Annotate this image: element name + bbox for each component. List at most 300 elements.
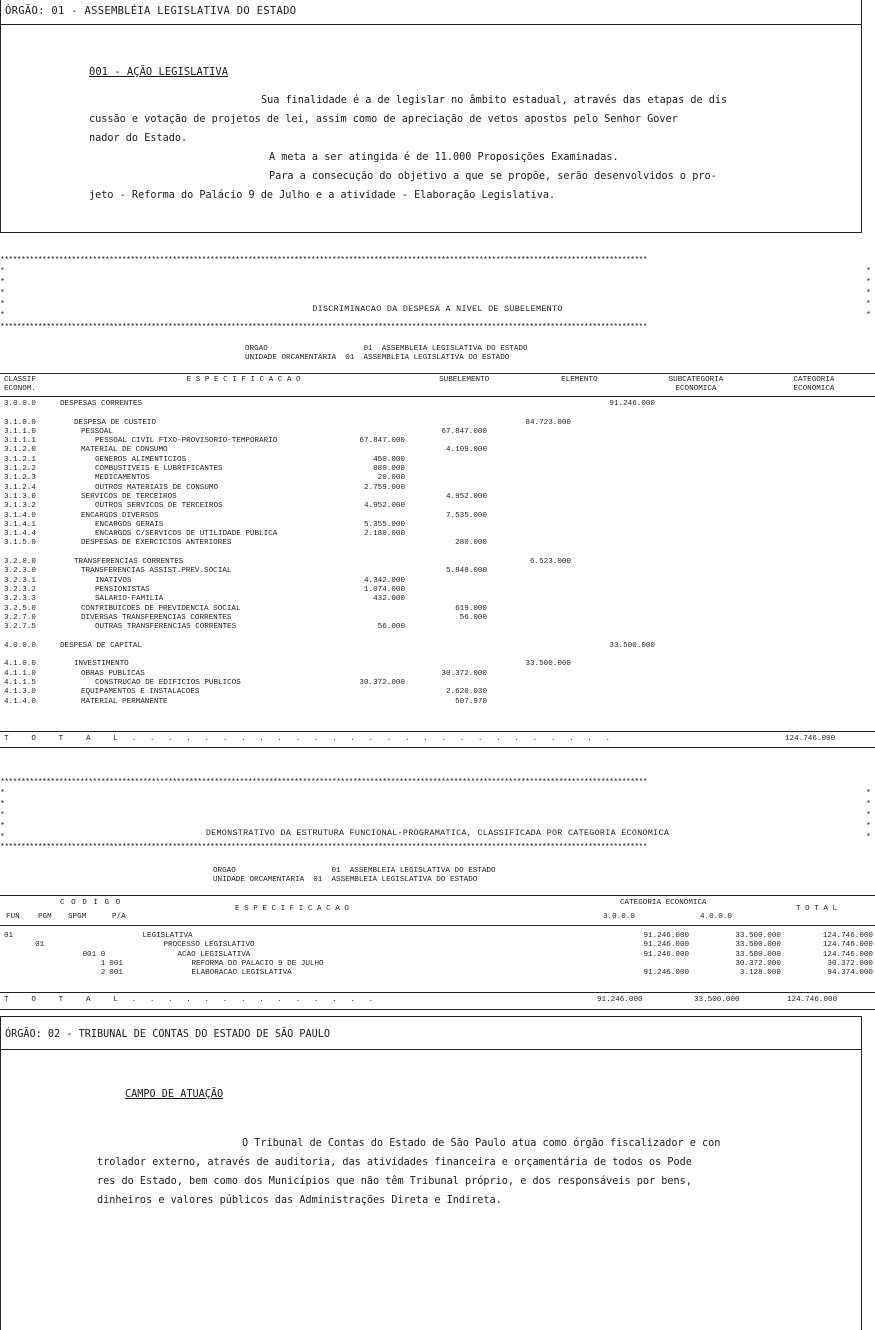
table-row: [2, 437, 657, 446]
cell-cat-b: 33.500.000: [735, 950, 781, 959]
cell-especificacao: OUTRAS TRANSFERENCIAS CORRENTES: [95, 623, 237, 632]
cell-especificacao: MATERIAL PERMANENTE: [81, 697, 168, 706]
cell-especificacao: ENCARGOS GERAIS: [95, 520, 164, 529]
cell-especificacao: SERVICOS DE TERCEIROS: [81, 492, 177, 501]
cell-subcategoria: [489, 437, 573, 446]
cell-classif: 3.1.4.4: [4, 530, 36, 539]
unidade-line: UNIDADE ORCAMENTARIA 01 ASSEMBLEIA LEGISLATIVA DO ESTADO: [213, 876, 478, 884]
cell-subelemento: [325, 698, 407, 707]
cell-subelemento: [325, 446, 407, 455]
cell-categoria: [573, 567, 657, 576]
cell-categoria: [573, 698, 657, 707]
cell-elemento: [407, 400, 489, 409]
col-categoria: CATEGORIA: [793, 376, 835, 384]
cell-total: 124.746.000: [822, 950, 873, 959]
cell-elemento: [407, 595, 489, 604]
cell-classif: 3.1.2.2: [4, 465, 36, 474]
table-row: [2, 530, 657, 539]
cell-elemento: [407, 577, 489, 586]
cell-subcategoria: [489, 539, 573, 548]
cell-subcategoria: [489, 586, 573, 595]
cell-fun: [2, 941, 33, 950]
col-spgm: SPGM: [68, 913, 87, 921]
cell-categoria: [573, 465, 657, 474]
cell-pa: [107, 932, 140, 941]
col-pa: P/A: [112, 913, 126, 921]
cell-classif: 3.1.5.0: [4, 539, 36, 548]
cell-categoria: [573, 409, 657, 418]
cell-categoria: [573, 688, 657, 697]
cell-elemento: [407, 521, 489, 530]
asterisk-border: * * * * *: [866, 789, 871, 842]
orgao-line: ORGAO 01 ASSEMBLEIA LEGISLATIVA DO ESTADO: [245, 345, 528, 353]
cell-subelemento: 1.074.000: [363, 585, 405, 594]
cell-cat-a: 91.246.000: [643, 932, 690, 940]
cell-especificacao: ACAO LEGISLATIVA: [177, 950, 251, 959]
table-row: [2, 400, 657, 409]
cell-total: 94.374.000: [827, 969, 873, 978]
program-title: 001 - AÇÃO LEGISLATIVA: [89, 66, 229, 78]
table-row: [2, 698, 657, 707]
col-especificacao: E S P E C I F I C A C A O: [186, 376, 301, 384]
table-row: [2, 484, 657, 493]
cell-especificacao: [58, 632, 325, 641]
cell-elemento: [407, 456, 489, 465]
header-divider: [1, 24, 861, 25]
table-row: [2, 960, 875, 969]
cell-subelemento: [325, 558, 407, 567]
table2-total-label: T O T A L . . . . . . . . . . . . . .: [4, 996, 374, 1004]
cell-subcategoria: [489, 521, 573, 530]
cell-cat-a: [609, 960, 691, 969]
cell-pgm: [33, 960, 64, 969]
paragraph-line: nador do Estado.: [89, 133, 188, 144]
cell-categoria: [573, 437, 657, 446]
orgao-01-header: ÓRGÃO: 01 - ASSEMBLÉIA LEGISLATIVA DO ESTADO: [5, 5, 297, 17]
cell-subcategoria: [489, 400, 573, 409]
cell-subcategoria: [489, 484, 573, 493]
cell-cat-b: 33.500.000: [735, 932, 781, 940]
cell-elemento: 4.952.000: [445, 492, 487, 501]
cell-subcategoria: [489, 698, 573, 707]
col-econom: ECONOM.: [4, 385, 36, 394]
table-row: [2, 670, 657, 679]
cell-classif: 3.1.2.0: [4, 446, 36, 455]
cell-especificacao: DESPESA DE CUSTEIO: [74, 418, 157, 427]
table-row: [2, 521, 657, 530]
cell-elemento: [407, 484, 489, 493]
table-row: [2, 586, 657, 595]
cell-categoria: [573, 595, 657, 604]
cell-classif: 3.2.7.0: [4, 613, 36, 622]
table2-total-b: 33.500.000: [694, 996, 740, 1004]
table-row: [2, 493, 657, 502]
table-row: [2, 549, 657, 558]
cell-categoria: [573, 530, 657, 539]
table-row: [2, 605, 657, 614]
table-row: [2, 651, 657, 660]
paragraph-line: res do Estado, bem como dos Municípios que não têm Tribunal próprio, e dos responsáveis por bens,: [97, 1176, 692, 1187]
cell-subcategoria: [489, 502, 573, 511]
cell-especificacao: DIVERSAS TRANSFERENCIAS CORRENTES: [81, 613, 232, 622]
cell-subcategoria: [489, 679, 573, 688]
cell-elemento: [407, 660, 489, 669]
table-row: [2, 679, 657, 688]
cell-subcategoria: [489, 651, 573, 660]
orgao-02-box: [0, 1016, 862, 1330]
cell-especificacao: PESSOAL: [81, 427, 113, 436]
cell-classif: 3.2.3.2: [4, 585, 36, 594]
table2-header-rule: [0, 925, 875, 926]
cell-elemento: 5.848.000: [445, 567, 487, 576]
col-total: T O T A L: [796, 905, 838, 913]
cell-categoria: [573, 428, 657, 437]
cell-subcategoria: [489, 409, 573, 418]
table-row: [2, 539, 657, 548]
table2-body: [2, 932, 875, 978]
cell-classif: [2, 409, 58, 418]
cell-elemento: 619.000: [455, 604, 487, 613]
cell-spgm: 2: [100, 969, 106, 978]
header-divider: [1, 1049, 861, 1050]
table-row: [2, 932, 875, 941]
cell-elemento: 4.109.000: [445, 446, 487, 455]
table2-top-rule: [0, 895, 875, 896]
cell-subcategoria: [489, 632, 573, 641]
cell-classif: 3.1.2.1: [4, 455, 36, 464]
cell-categoria: [573, 419, 657, 428]
cell-categoria: [573, 679, 657, 688]
cell-subelemento: [325, 512, 407, 521]
cell-categoria: [573, 670, 657, 679]
cell-especificacao: TRANSFERENCIAS ASSIST.PREV.SOCIAL: [81, 567, 232, 576]
cell-especificacao: DESPESA DE CAPITAL: [60, 641, 143, 650]
cell-subcategoria: [489, 530, 573, 539]
table-row: [2, 419, 657, 428]
cell-classif: 3.1.1.0: [4, 427, 36, 436]
table2-total-a: 91.246.000: [597, 996, 643, 1004]
cell-pgm: [33, 951, 64, 960]
cell-classif: 3.2.7.5: [4, 623, 36, 632]
cell-classif: 3.1.4.0: [4, 511, 36, 520]
cell-subelemento: [325, 614, 407, 623]
cell-classif: 4.1.4.0: [4, 697, 36, 706]
cell-categoria: [573, 614, 657, 623]
table1-total-value: 124.746.000: [785, 735, 836, 743]
cell-especificacao: INVESTIMENTO: [74, 660, 129, 669]
unidade-line: UNIDADE ORCAMENTARIA 01 ASSEMBLEIA LEGISLATIVA DO ESTADO: [245, 354, 510, 362]
cell-subcategoria: 6.523.000: [529, 558, 571, 567]
cell-elemento: [407, 474, 489, 483]
cell-elemento: [407, 632, 489, 641]
table-row: [2, 577, 657, 586]
table-row: [2, 969, 875, 978]
cell-classif: 3.1.2.4: [4, 483, 36, 492]
cell-subelemento: 56.000: [377, 623, 405, 632]
cell-subelemento: 30.372.000: [359, 678, 405, 687]
paragraph-line: O Tribunal de Contas do Estado de São Paulo atua como órgão fiscalizador e con: [242, 1138, 721, 1149]
cell-categoria: [573, 521, 657, 530]
cell-subelemento: [325, 651, 407, 660]
col-pgm: PGM: [38, 913, 52, 921]
cell-categoria: 91.246.000: [609, 400, 655, 408]
cell-especificacao: [58, 549, 325, 558]
cell-spgm: 1: [100, 959, 106, 968]
paragraph-line: Sua finalidade é a de legislar no âmbito estadual, através das etapas de dis: [261, 95, 728, 106]
cell-classif: 3.1.4.1: [4, 520, 36, 529]
cell-subelemento: [325, 539, 407, 548]
program-description: [89, 91, 829, 205]
asterisk-border: **********************************************************************************************************************************************************: [0, 843, 647, 852]
cell-categoria: [573, 549, 657, 558]
cell-subelemento: 450.000: [373, 455, 405, 464]
cell-elemento: 67.847.000: [441, 427, 487, 436]
cell-fun: 01: [4, 932, 14, 940]
cell-cat-a: 91.246.000: [643, 941, 690, 950]
paragraph-line: jeto - Reforma do Palácio 9 de Julho e a atividade - Elaboração Legislativa.: [89, 190, 556, 201]
cell-subcategoria: [489, 474, 573, 483]
cell-elemento: 30.372.000: [441, 669, 487, 678]
cell-subelemento: [325, 642, 407, 651]
table-row: [2, 428, 657, 437]
table-row: [2, 688, 657, 697]
col-subcategoria-2: ECONOMICA: [675, 385, 717, 394]
paragraph-line: trolador externo, através de auditoria, das atividades financeira e orçamentária de todos os Pode: [97, 1157, 692, 1168]
cell-especificacao: CONTRIBUICOES DE PREVIDENCIA SOCIAL: [81, 604, 241, 613]
cell-elemento: [407, 502, 489, 511]
cell-subelemento: 880.000: [373, 465, 405, 474]
paragraph-line: Para a consecução do objetivo a que se propõe, serão desenvolvidos o pro-: [269, 171, 717, 182]
cell-classif: 4.1.0.0: [4, 660, 36, 669]
col-elemento: ELEMENTO: [561, 376, 598, 384]
table1-body: [2, 400, 657, 707]
cell-cat-b: 30.372.000: [735, 959, 781, 968]
cell-categoria: [573, 651, 657, 660]
cell-especificacao: OUTROS MATERIAIS DE CONSUMO: [95, 483, 219, 492]
table-row: [2, 642, 657, 651]
col-codigo: C O D I G O: [60, 899, 122, 907]
cell-subcategoria: [489, 465, 573, 474]
table-row: [2, 465, 657, 474]
cell-especificacao: DESPESAS DE EXERCICIOS ANTERIORES: [81, 539, 232, 548]
col-classif: CLASSIF: [4, 376, 36, 384]
table-row: [2, 446, 657, 455]
cell-categoria: [573, 632, 657, 641]
cell-categoria: [573, 502, 657, 511]
table-row: [2, 567, 657, 576]
cell-subelemento: 4.952.000: [363, 502, 405, 511]
cell-especificacao: ENCARGOS C/SERVICOS DE UTILIDADE PUBLICA: [95, 530, 278, 539]
cell-subelemento: [325, 409, 407, 418]
cell-subelemento: 4.342.000: [363, 576, 405, 585]
table2-total-rule: [0, 992, 875, 993]
cell-especificacao: DESPESAS CORRENTES: [60, 400, 143, 408]
cell-subelemento: [325, 400, 407, 409]
col-cat-a: 3.0.0.0: [603, 913, 635, 921]
cell-categoria: [573, 512, 657, 521]
table2-total-t: 124.746.000: [787, 996, 838, 1004]
cell-classif: 3.1.1.1: [4, 437, 36, 446]
cell-subelemento: [325, 632, 407, 641]
cell-cat-b: 33.500.000: [735, 941, 781, 950]
cell-elemento: [407, 651, 489, 660]
cell-especificacao: MATERIAL DE CONSUMO: [81, 446, 168, 455]
table-row: [2, 456, 657, 465]
cell-pa: 001: [109, 959, 123, 968]
cell-pa: [107, 941, 140, 950]
cell-subelemento: [325, 493, 407, 502]
cell-classif: 3.1.3.0: [4, 492, 36, 501]
cell-classif: 4.1.1.0: [4, 669, 36, 678]
asterisk-border: **********************************************************************************************************************************************************: [0, 323, 647, 332]
table1-total-label: T O T A L . . . . . . . . . . . . . . . . . . . . . . . . . . .: [4, 735, 611, 743]
cell-elemento: [407, 623, 489, 632]
table-row: [2, 951, 875, 960]
cell-elemento: 7.535.000: [445, 511, 487, 520]
col-especificacao: E S P E C I F I C A C A O: [235, 905, 349, 913]
cell-especificacao: MEDICAMENTOS: [95, 474, 150, 483]
cell-subcategoria: [489, 642, 573, 651]
cell-elemento: [407, 409, 489, 418]
cell-elemento: [407, 549, 489, 558]
cell-especificacao: INATIVOS: [95, 576, 132, 585]
cell-spgm: 001 0: [82, 950, 106, 959]
cell-subcategoria: [489, 595, 573, 604]
cell-pa: [107, 951, 140, 960]
col-categoria-economica: CATEGORIA ECONOMICA: [620, 899, 707, 907]
col-cat-b: 4.0.0.0: [700, 913, 732, 921]
cell-subcategoria: 84.723.000: [525, 418, 571, 427]
cell-classif: 3.2.3.0: [4, 567, 36, 576]
table-row: [2, 502, 657, 511]
cell-total: 124.746.000: [822, 932, 873, 940]
asterisk-border: **********************************************************************************************************************************************************: [0, 778, 647, 787]
cell-elemento: 56.000: [459, 613, 487, 622]
table2-bottom-rule: [0, 1009, 875, 1010]
cell-classif: [2, 651, 58, 660]
cell-subcategoria: [489, 493, 573, 502]
cell-subcategoria: 33.500.000: [525, 660, 571, 669]
cell-subcategoria: [489, 670, 573, 679]
col-categoria-2: ECONOMICA: [793, 385, 835, 394]
cell-elemento: [407, 586, 489, 595]
cell-categoria: [573, 558, 657, 567]
cell-categoria: 33.500.000: [609, 641, 655, 650]
table-row: [2, 614, 657, 623]
cell-subcategoria: [489, 605, 573, 614]
cell-subelemento: [325, 688, 407, 697]
cell-especificacao: SALARIO-FAMILIA: [95, 595, 164, 604]
orgao-02-header: ÓRGÃO: 02 - TRIBUNAL DE CONTAS DO ESTADO DE SÃO PAULO: [5, 1029, 331, 1040]
col-subcategoria: SUBCATEGORIA: [668, 376, 724, 384]
campo-description: [97, 1134, 857, 1210]
cell-elemento: [407, 679, 489, 688]
cell-subelemento: [325, 670, 407, 679]
table1-total-rule: [0, 731, 875, 732]
cell-classif: 3.1.3.2: [4, 502, 36, 511]
cell-elemento: 280.000: [455, 539, 487, 548]
cell-elemento: [407, 465, 489, 474]
cell-classif: [2, 632, 58, 641]
cell-categoria: [573, 456, 657, 465]
cell-subelemento: 432.000: [373, 595, 405, 604]
section-title: CAMPO DE ATUAÇÃO: [125, 1089, 224, 1100]
cell-categoria: [573, 586, 657, 595]
table-row: [2, 595, 657, 604]
cell-spgm: [64, 941, 107, 950]
table-row: [2, 512, 657, 521]
table-row: [2, 941, 875, 950]
cell-especificacao: TRANSFERENCIAS CORRENTES: [74, 558, 184, 567]
orgao-01-box: [0, 0, 862, 233]
table-row: [2, 474, 657, 483]
cell-especificacao: [58, 409, 325, 418]
cell-cat-b: 3.128.000: [739, 969, 781, 978]
orgao-line: ORGAO 01 ASSEMBLEIA LEGISLATIVA DO ESTADO: [213, 867, 496, 875]
cell-subcategoria: [489, 428, 573, 437]
cell-subelemento: 2.180.000: [363, 530, 405, 539]
paragraph-line: dinheiros e valores públicos das Administrações Direta e Indireta.: [97, 1195, 502, 1206]
cell-classif: 3.2.3.1: [4, 576, 36, 585]
cell-classif: 3.1.0.0: [4, 418, 36, 427]
cell-elemento: [407, 558, 489, 567]
table2-title: DEMONSTRATIVO DA ESTRUTURA FUNCIONAL-PROGRAMATICA, CLASSIFICADA POR CATEGORIA ECONOMICA: [205, 828, 670, 838]
table1-header: [2, 376, 873, 395]
cell-classif: [2, 549, 58, 558]
cell-total: 30.372.000: [827, 959, 873, 968]
cell-categoria: [573, 493, 657, 502]
cell-subelemento: 2.759.000: [363, 483, 405, 492]
cell-subcategoria: [489, 456, 573, 465]
cell-especificacao: PENSIONISTAS: [95, 585, 150, 594]
cell-classif: 4.1.3.0: [4, 688, 36, 697]
cell-total: 124.746.000: [822, 941, 873, 950]
asterisk-border: * * * * *: [866, 267, 871, 320]
cell-elemento: 507.970: [455, 697, 487, 706]
cell-classif: 3.2.5.0: [4, 604, 36, 613]
cell-especificacao: REFORMA DO PALACIO 9 DE JULHO: [191, 959, 324, 968]
cell-subcategoria: [489, 614, 573, 623]
cell-spgm: [64, 932, 107, 941]
cell-especificacao: OBRAS PUBLICAS: [81, 669, 145, 678]
cell-subcategoria: [489, 623, 573, 632]
goal-line: A meta a ser atingida é de 11.000 Proposições Examinadas.: [269, 152, 619, 163]
cell-categoria: [573, 605, 657, 614]
cell-classif: 4.0.0.0: [4, 641, 36, 650]
cell-fun: [2, 969, 33, 978]
cell-pa: 001: [109, 969, 123, 978]
cell-categoria: [573, 577, 657, 586]
cell-pgm: [33, 932, 64, 941]
table1-title: DISCRIMINACAO DA DESPESA A NIVEL DE SUBELEMENTO: [312, 304, 563, 314]
cell-subelemento: 20.000: [377, 474, 405, 483]
cell-especificacao: ELABORACAO LEGISLATIVA: [191, 969, 292, 978]
col-fun: FUN: [6, 913, 20, 921]
cell-especificacao: PESSOAL CIVIL FIXO-PROVISORIO-TEMPORARIO: [95, 437, 278, 446]
table-row: [2, 660, 657, 669]
cell-pgm: 01: [35, 941, 45, 950]
cell-especificacao: LEGISLATIVA: [142, 932, 193, 940]
cell-categoria: [573, 474, 657, 483]
cell-especificacao: CONSTRUCAO DE EDIFICIOS PUBLICOS: [95, 678, 241, 687]
asterisk-border: * * * * *: [0, 789, 5, 842]
cell-elemento: [407, 437, 489, 446]
cell-classif: 3.1.2.3: [4, 474, 36, 483]
cell-classif: 4.1.1.5: [4, 678, 36, 687]
cell-subcategoria: [489, 577, 573, 586]
cell-subelemento: [325, 567, 407, 576]
asterisk-border: * * * * *: [0, 267, 5, 320]
